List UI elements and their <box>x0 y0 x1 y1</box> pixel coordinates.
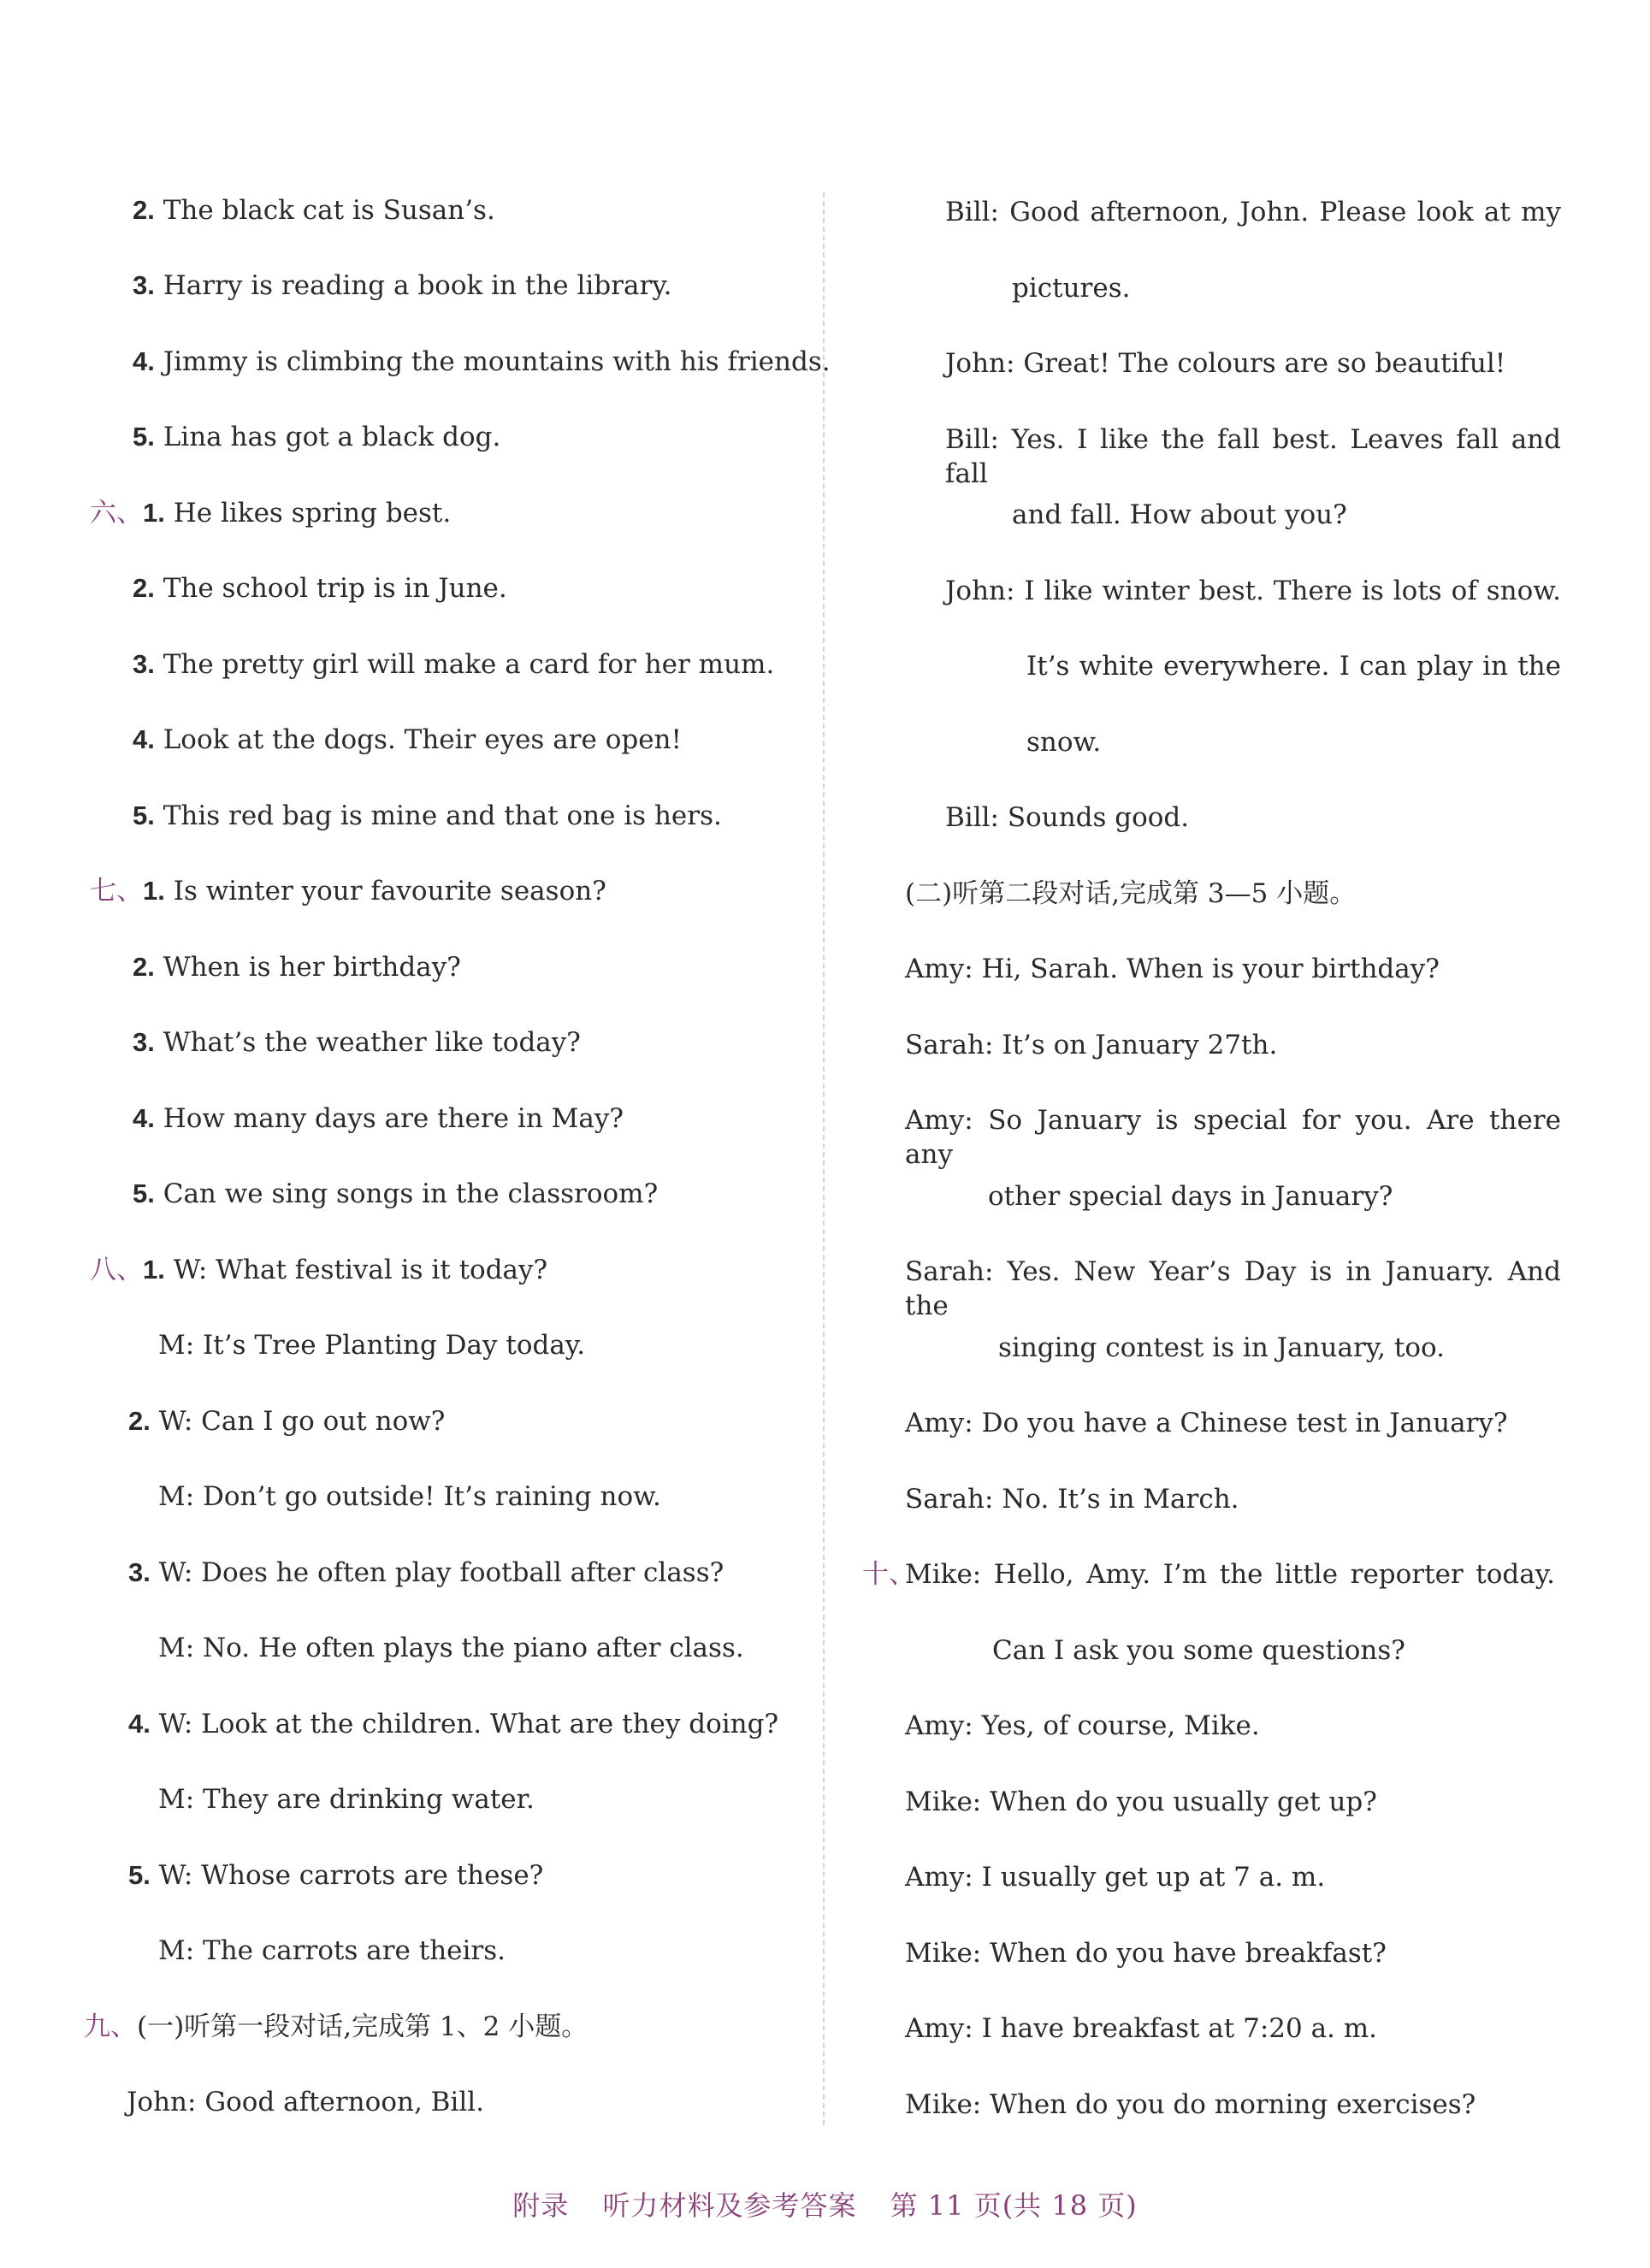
list-item: 3. What’s the weather like today? <box>133 1027 581 1058</box>
dialogue-line: Sarah: Yes. New Year’s Day is in January. And the <box>905 1256 1561 1321</box>
list-item: M: Don’t go outside! It’s raining now. <box>158 1481 661 1512</box>
dialogue-line: Mike: Hello, Amy. I’m the little reporter today. <box>905 1559 1555 1590</box>
footer-page-number: 第 11 页(共 18 页) <box>890 2189 1138 2222</box>
section-seven: 七、1. Is winter your favourite season? <box>90 876 606 907</box>
dialogue-line: Mike: When do you do morning exercises? <box>905 2089 1476 2120</box>
list-item: 5. Can we sing songs in the classroom? <box>133 1178 659 1209</box>
dialogue-line: Sarah: It’s on January 27th. <box>905 1030 1278 1060</box>
list-item: M: The carrots are theirs. <box>158 1935 506 1966</box>
list-item: 3. Harry is reading a book in the library. <box>133 270 672 301</box>
dialogue-line: Amy: So January is special for you. Are there any <box>905 1105 1561 1170</box>
dialogue-line: Sarah: No. It’s in March. <box>905 1484 1239 1515</box>
dialogue-line: It’s white everywhere. I can play in the <box>1026 651 1561 682</box>
section-six: 六、1. He likes spring best. <box>90 498 452 529</box>
dialogue-line: Mike: When do you usually get up? <box>905 1787 1377 1817</box>
dialogue-line: John: Great! The colours are so beautiful! <box>945 348 1506 379</box>
dialogue-line: Amy: Yes, of course, Mike. <box>905 1710 1260 1741</box>
dialogue-line: Amy: Hi, Sarah. When is your birthday? <box>905 954 1440 984</box>
list-item: 5. This red bag is mine and that one is hers. <box>133 800 722 831</box>
dialogue-line: Bill: Yes. I like the fall best. Leaves fall and fall <box>945 424 1561 489</box>
list-item: 2. The black cat is Susan’s. <box>133 195 495 226</box>
list-item: 2. The school trip is in June. <box>133 573 507 604</box>
list-item: 4. W: Look at the children. What are they doing? <box>128 1709 779 1739</box>
list-item: 2. When is her birthday? <box>133 952 461 983</box>
column-divider <box>823 192 825 2125</box>
section-heading: (二)听第二段对话,完成第 3—5 小题。 <box>905 878 1357 909</box>
list-item: 4. Look at the dogs. Their eyes are open! <box>133 724 682 755</box>
dialogue-line: Bill: Sounds good. <box>945 802 1190 833</box>
footer-title: 听力材料及参考答案 <box>602 2189 857 2222</box>
dialogue-line: Amy: I have breakfast at 7:20 a. m. <box>905 2013 1378 2044</box>
dialogue-line: Amy: Do you have a Chinese test in January? <box>905 1408 1508 1438</box>
dialogue-line: other special days in January? <box>988 1181 1393 1212</box>
list-item: 4. Jimmy is climbing the mountains with his friends. <box>133 346 831 377</box>
section-ten-marker: 十、 <box>862 1559 915 1590</box>
list-item: 5. W: Whose carrots are these? <box>128 1860 544 1891</box>
dialogue-line: singing contest is in January, too. <box>998 1332 1445 1363</box>
footer-appendix: 附录 <box>512 2189 570 2222</box>
dialogue-line: Can I ask you some questions? <box>992 1635 1405 1666</box>
list-item: 3. W: Does he often play football after class? <box>128 1557 724 1588</box>
dialogue-line: Amy: I usually get up at 7 a. m. <box>905 1862 1326 1893</box>
dialogue-line: and fall. How about you? <box>1012 499 1347 530</box>
left-column <box>0 0 831 2155</box>
list-item: 2. W: Can I go out now? <box>128 1406 446 1437</box>
list-item: M: No. He often plays the piano after class. <box>158 1633 744 1663</box>
list-item: 4. How many days are there in May? <box>133 1103 624 1134</box>
section-eight: 八、1. W: What festival is it today? <box>90 1255 548 1285</box>
dialogue-line: John: I like winter best. There is lots of snow. <box>945 576 1561 606</box>
right-column <box>855 0 1625 2155</box>
list-item: 3. The pretty girl will make a card for her mum. <box>133 649 775 680</box>
dialogue-line: pictures. <box>1012 273 1131 304</box>
list-item: 5. Lina has got a black dog. <box>133 422 501 452</box>
dialogue-line: Mike: When do you have breakfast? <box>905 1938 1387 1969</box>
dialogue-line: snow. <box>1026 727 1102 758</box>
list-item: M: They are drinking water. <box>158 1784 535 1815</box>
list-item: John: Good afternoon, Bill. <box>127 2087 485 2117</box>
list-item: M: It’s Tree Planting Day today. <box>158 1330 586 1361</box>
section-nine: 九、(一)听第一段对话,完成第 1、2 小题。 <box>84 2011 588 2042</box>
page-footer <box>0 2184 1650 2224</box>
dialogue-line: Bill: Good afternoon, John. Please look at my <box>945 197 1561 227</box>
